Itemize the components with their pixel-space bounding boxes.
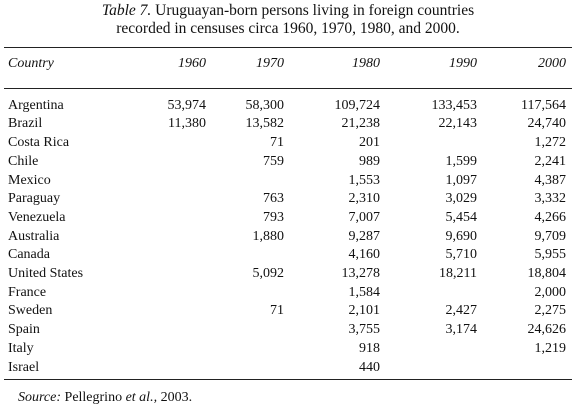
table-row	[8, 172, 566, 191]
value-cell: 7,007	[348, 209, 380, 225]
value-cell	[120, 209, 206, 228]
table-row	[8, 134, 566, 153]
value-cell: 58,300	[245, 97, 284, 113]
table-row	[8, 284, 566, 303]
country-cell: United States	[8, 266, 84, 282]
source-label: Source:	[18, 390, 62, 405]
value-cell: 2,241	[534, 153, 566, 169]
value-cell: 2,275	[534, 303, 566, 319]
table-row	[8, 209, 566, 228]
value-cell: 3,332	[534, 191, 566, 207]
value-cell	[120, 284, 206, 303]
value-cell: 5,092	[252, 266, 284, 282]
value-cell	[120, 153, 206, 172]
value-cell	[206, 340, 284, 359]
value-cell	[206, 321, 284, 340]
country-cell: Chile	[8, 153, 39, 169]
value-cell: 133,453	[431, 97, 477, 113]
value-cell: 3,755	[348, 322, 380, 338]
value-cell: 1,584	[348, 284, 380, 300]
value-cell: 2,427	[445, 303, 477, 319]
value-cell: 18,211	[439, 266, 477, 282]
value-cell: 2,101	[348, 303, 380, 319]
value-cell: 763	[263, 191, 284, 207]
source-author: Pellegrino	[64, 390, 123, 405]
table-row	[8, 246, 566, 265]
value-cell: 1,880	[252, 228, 284, 244]
value-cell	[380, 134, 477, 153]
table-row	[8, 265, 566, 284]
value-cell	[120, 228, 206, 247]
country-cell: Paraguay	[8, 191, 61, 207]
value-cell: 4,266	[534, 209, 566, 225]
country-cell: Australia	[8, 228, 60, 244]
table-row	[8, 340, 566, 359]
header-1960: 1960	[178, 56, 206, 71]
value-cell	[206, 284, 284, 303]
value-cell: 1,097	[445, 172, 477, 188]
value-cell: 3,029	[445, 191, 477, 207]
value-cell: 201	[359, 135, 380, 151]
value-cell: 2,000	[534, 284, 566, 300]
header-2000: 2000	[538, 56, 566, 71]
value-cell: 24,740	[527, 116, 566, 132]
value-cell: 21,238	[341, 116, 380, 132]
caption-text-1: Uruguayan-born persons living in foreign countries	[155, 2, 475, 19]
value-cell	[206, 246, 284, 265]
value-cell: 5,454	[445, 209, 477, 225]
value-cell: 5,955	[534, 247, 566, 263]
value-cell: 13,582	[245, 116, 284, 132]
value-cell: 1,599	[445, 153, 477, 169]
value-cell	[120, 321, 206, 340]
source-note	[18, 390, 192, 406]
value-cell: 18,804	[527, 266, 566, 282]
country-cell: France	[8, 284, 47, 300]
country-cell: Israel	[8, 359, 40, 375]
value-cell: 22,143	[438, 116, 477, 132]
header-1990: 1990	[449, 56, 477, 71]
table-body	[8, 78, 566, 377]
source-year: 2003.	[160, 390, 193, 405]
value-cell: 9,287	[348, 228, 380, 244]
value-cell	[206, 359, 284, 378]
value-cell: 989	[359, 153, 380, 169]
table-row	[8, 302, 566, 321]
value-cell: 13,278	[341, 266, 380, 282]
value-cell	[120, 134, 206, 153]
value-cell	[120, 265, 206, 284]
value-cell: 2,310	[348, 191, 380, 207]
country-cell: Venezuela	[8, 209, 66, 225]
value-cell: 9,709	[534, 228, 566, 244]
country-cell: Mexico	[8, 172, 51, 188]
value-cell: 117,564	[521, 97, 566, 113]
value-cell	[380, 359, 477, 378]
value-cell: 793	[263, 209, 284, 225]
bottom-rule	[4, 379, 572, 380]
header-1980: 1980	[352, 56, 380, 71]
value-cell: 1,219	[534, 340, 566, 356]
country-cell: Brazil	[8, 116, 43, 132]
value-cell: 53,974	[167, 97, 206, 113]
value-cell	[380, 284, 477, 303]
value-cell: 3,174	[445, 322, 477, 338]
value-cell: 24,626	[527, 322, 566, 338]
value-cell: 4,387	[534, 172, 566, 188]
header-country: Country	[8, 56, 54, 71]
value-cell: 1,272	[534, 135, 566, 151]
header-gap	[8, 78, 566, 97]
value-cell: 440	[359, 359, 380, 375]
value-cell	[120, 302, 206, 321]
table-row	[8, 228, 566, 247]
value-cell: 918	[359, 340, 380, 356]
value-cell: 71	[270, 135, 284, 151]
value-cell	[120, 190, 206, 209]
value-cell: 4,160	[348, 247, 380, 263]
country-cell: Argentina	[8, 97, 64, 113]
source-etal: et al.,	[125, 390, 158, 405]
value-cell	[120, 172, 206, 191]
table-row	[8, 153, 566, 172]
caption-line-1	[0, 2, 576, 20]
table-row	[8, 359, 566, 378]
value-cell: 11,380	[168, 116, 206, 132]
value-cell	[120, 246, 206, 265]
value-cell	[120, 359, 206, 378]
value-cell: 5,710	[445, 247, 477, 263]
value-cell: 9,690	[445, 228, 477, 244]
value-cell: 71	[270, 303, 284, 319]
table-row	[8, 190, 566, 209]
country-cell: Sweden	[8, 303, 53, 319]
country-cell: Spain	[8, 322, 40, 338]
country-cell: Costa Rica	[8, 135, 70, 151]
header-row	[8, 56, 566, 78]
value-cell	[380, 340, 477, 359]
value-cell: 1,553	[348, 172, 380, 188]
table-row	[8, 115, 566, 134]
country-cell: Canada	[8, 247, 50, 263]
data-table	[8, 56, 566, 377]
caption-label: Table 7.	[101, 2, 152, 19]
value-cell	[206, 172, 284, 191]
table-caption	[0, 2, 576, 38]
value-cell	[477, 359, 566, 378]
value-cell: 759	[263, 153, 284, 169]
table-row	[8, 97, 566, 116]
value-cell: 109,724	[334, 97, 380, 113]
value-cell	[120, 340, 206, 359]
caption-line-2: recorded in censuses circa 1960, 1970, 1980, and 2000.	[116, 20, 460, 37]
table-row	[8, 321, 566, 340]
top-rule	[4, 47, 572, 48]
header-1970: 1970	[256, 56, 284, 71]
country-cell: Italy	[8, 340, 34, 356]
